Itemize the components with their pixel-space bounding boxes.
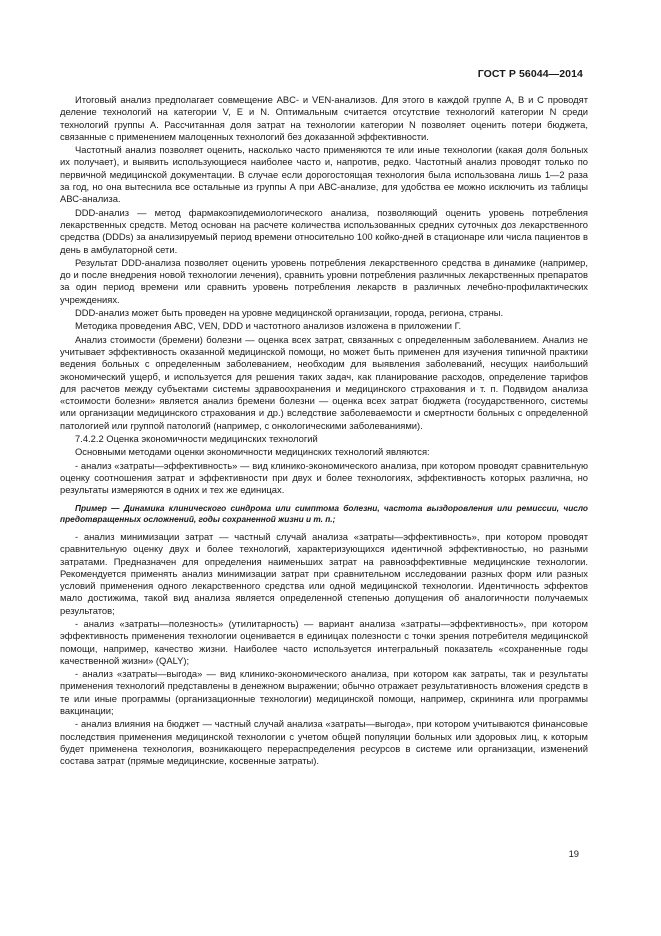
paragraph-ddd-result: Результат DDD-анализа позволяет оценить уровень потребления лекарственного средства в динамике (например, до и после внедрения новой технологии лечения), сравнить уровни потребления различных лекарственных препаратов за один период времени или сравнить уровень потребления лекарств в различных лечебно-профилактических учреждениях. <box>60 256 588 305</box>
paragraph-cost-of-illness: Анализ стоимости (бремени) болезни — оценка всех затрат, связанных с определенным заболеванием. Анализ не учитывает эффективность оказанной медицинской помощи, но может быть применен для изучения типичной практики ведения больных с определенным заболеванием, необходим для выявления заболеваний, несущих наибольший экономический ущерб, и используется для решения таких задач, как планирование расходов, определение тарифов для расчетов между субъектами системы здравоохранения и медицинского страхования и т. п. Подвидом анализа «стоимости болезни» является анализ бремени болезни — оценка всех затрат бюджета (государственного, системы или организации медицинского страхования и др.) вследствие заболеваемости и смертности больных с определенной патологией или группой патологий (например, с онкологическими заболеваниями). <box>60 333 588 431</box>
page-number: 19 <box>568 848 579 859</box>
paragraph-ddd-definition: DDD-анализ — метод фармакоэпидемиологического анализа, позволяющий оценить уровень потребления лекарственных средств. Метод основан на расчете количества использованных средних суточных доз лекарственного средства (DDDs) за анализируемый период времени относительно 100 койко-дней в стационаре или числа пациентов в день в амбулаторной сети. <box>60 206 588 255</box>
section-heading-7-4-2-2: 7.4.2.2 Оценка экономичности медицинских технологий <box>75 433 318 445</box>
list-item-cost-effectiveness: - анализ «затраты—эффективность» — вид клинико-экономического анализа, при котором проводят сравнительную оценку соотношения затрат и эффективности при двух и более технологиях, эффективность которых различна, но результаты измеряются в одних и тех же единицах. <box>60 459 588 496</box>
paragraph-methods-intro: Основными методами оценки экономичности медицинских технологий являются: <box>75 446 430 458</box>
paragraph-ddd-level: DDD-анализ может быть проведен на уровне медицинской организации, города, региона, страны. <box>75 307 504 319</box>
paragraph-methodology: Методика проведения АВС, VEN, DDD и частотного анализов изложена в приложении Г. <box>75 320 462 332</box>
standard-header: ГОСТ Р 56044—2014 <box>477 68 583 80</box>
document-body <box>60 94 588 769</box>
example-note: Пример — Динамика клинического синдрома или симптома болезни, частота выздоровления или ремиссии, число предотвращенных осложнений, годы сохраненной жизни и т. п.; <box>60 502 588 524</box>
list-item-cost-utility: - анализ «затраты—полезность» (утилитарность) — вариант анализа «затраты—эффективность», при котором эффективность применения технологии оценивается в единицах полезности с точки зрения потребителя медицинской помощи, например, качество жизни. Наиболее часто используется интегральный показатель «сохраненные годы качественной жизни» (QALY); <box>60 617 588 666</box>
list-item-budget-impact: - анализ влияния на бюджет — частный случай анализа «затраты—выгода», при котором учитываются финансовые последствия применения медицинской технологии с учетом общей популяции больных или здоровых лиц, к которым будет применена технология, возникающего перераспределения ресурсов в системе или организации, изменений состава затрат (прямые медицинские, косвенные затраты). <box>60 718 588 767</box>
paragraph-frequency-analysis: Частотный анализ позволяет оценить, насколько часто применяются те или иные технологии (какая доля больных их получает), и выявить использующиеся наиболее часто и, напротив, редко. Частотный анализ проводят только по первичной медицинской документации. В случае если дорогостоящая технология была использована лишь 1—2 раза за год, но она вытеснила все остальные из группы А при АВС-анализе, для удобства ее можно исключить из таблицы АВС-анализа. <box>60 144 588 205</box>
list-item-cost-benefit: - анализ «затраты—выгода» — вид клинико-экономического анализа, при котором как затраты, так и результаты применения технологий представлены в денежном выражении; обычно отражает результативность вложения средств в те или иные программы (организационные технологии) медицинской помощи, например, скрининга или программы вакцинации; <box>60 668 588 717</box>
paragraph-final-analysis: Итоговый анализ предполагает совмещение ABC- и VEN-анализов. Для этого в каждой группе А, В и С проводят деление технологий на категории V, E и N. Оптимальным считается отсутствие технологий категории N среди технологий группы А. Рассчитанная доля затрат на технологии категории N позволяет оценить потери бюджета, связанные с применением малоценных технологий без доказанной эффективности. <box>60 94 588 142</box>
list-item-cost-minimization: - анализ минимизации затрат — частный случай анализа «затраты—эффективность», при котором проводят сравнительную оценку двух и более технологий, характеризующихся идентичной эффективностью, но разными затратами. Предназначен для определения наименьших затрат на равноэффективные медицинские технологии. Рекомендуется применять анализ минимизации затрат при сравнительном исследовании разных форм или разных условий применения одного лекарственного средства или одной медицинской технологии. Идентичность эффектов мало достижима, такой вид анализа является определенной степенью допущения об аналогичности получаемых результатов; <box>60 530 588 616</box>
